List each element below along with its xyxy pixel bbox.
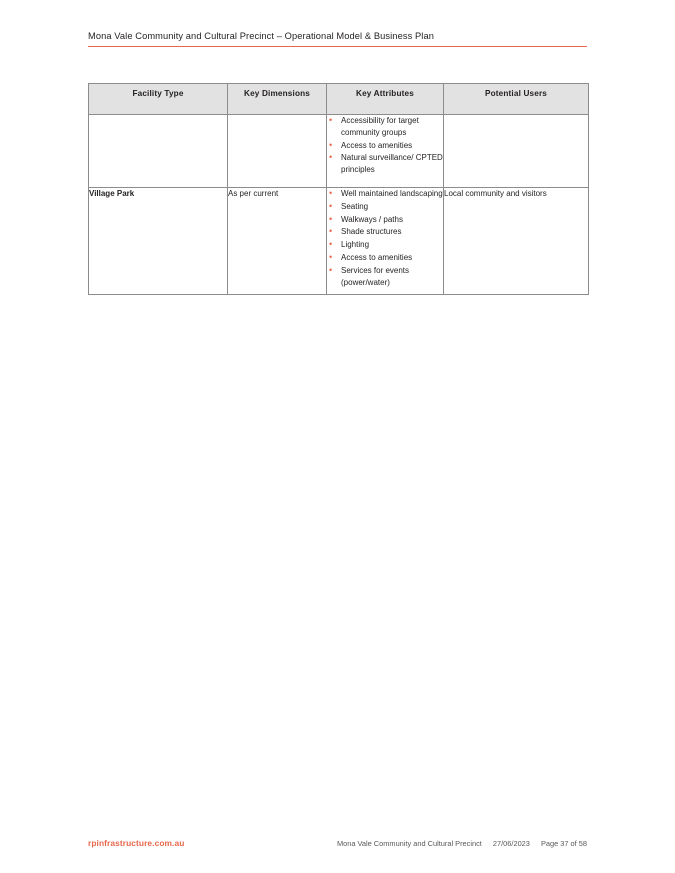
column-header-facility-type: Facility Type <box>89 84 228 115</box>
cell-key-attributes <box>327 188 444 295</box>
list-item: • Services for events (power/water) <box>327 265 443 289</box>
attribute-list <box>327 188 443 289</box>
list-item: • Well maintained landscaping <box>327 188 443 200</box>
list-item: • Natural surveillance/ CPTED principles <box>327 152 443 176</box>
cell-facility-type <box>89 115 228 188</box>
facility-table <box>88 83 589 295</box>
page-footer <box>0 838 675 858</box>
column-header-key-attributes: Key Attributes <box>327 84 444 115</box>
cell-key-attributes <box>327 115 444 188</box>
attribute-list <box>327 115 443 176</box>
list-item: • Accessibility for target community groups <box>327 115 443 139</box>
column-header-potential-users: Potential Users <box>444 84 589 115</box>
footer-meta <box>337 839 587 848</box>
header-title: Mona Vale Community and Cultural Precinct – Operational Model & Business Plan <box>88 31 434 41</box>
table-row <box>89 188 589 295</box>
header-divider <box>88 46 587 47</box>
list-item: • Walkways / paths <box>327 214 443 226</box>
cell-potential-users <box>444 115 589 188</box>
footer-website-link[interactable]: rpinfrastructure.com.au <box>88 838 185 848</box>
table-row <box>89 115 589 188</box>
column-header-key-dimensions: Key Dimensions <box>228 84 327 115</box>
cell-potential-users: Local community and visitors <box>444 188 589 295</box>
cell-key-dimensions: As per current <box>228 188 327 295</box>
list-item: • Shade structures <box>327 226 443 238</box>
list-item: • Seating <box>327 201 443 213</box>
list-item: • Access to amenities <box>327 252 443 264</box>
table-header-row <box>89 84 589 115</box>
page-header <box>88 31 587 47</box>
cell-facility-type: Village Park <box>89 188 228 295</box>
footer-document-name: Mona Vale Community and Cultural Precinct <box>336 839 482 848</box>
cell-key-dimensions <box>228 115 327 188</box>
footer-page-number: Page 37 of 58 <box>540 839 587 848</box>
list-item: • Access to amenities <box>327 140 443 152</box>
facility-table-container <box>88 83 588 295</box>
footer-date: 27/06/2023 <box>492 839 530 848</box>
list-item: • Lighting <box>327 239 443 251</box>
